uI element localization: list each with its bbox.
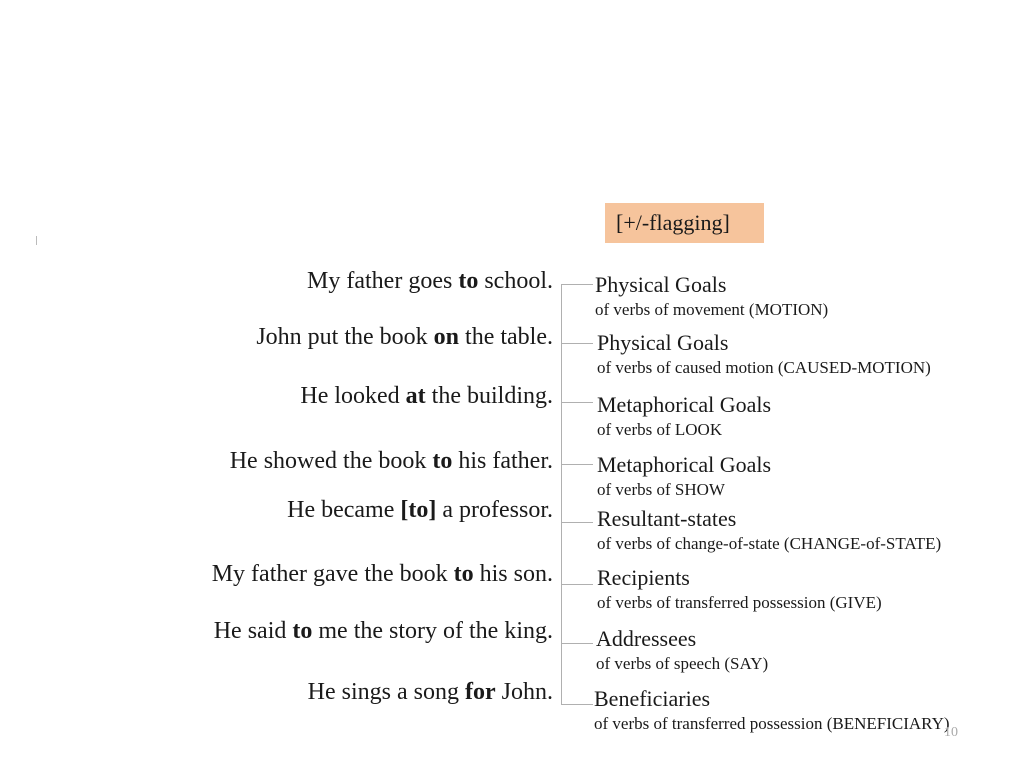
preposition: on <box>433 324 460 350</box>
category-show <box>597 453 771 500</box>
category-subtitle: of verbs of caused motion (CAUSED-MOTION) <box>597 358 931 377</box>
category-title: Recipients <box>597 565 690 590</box>
category-give <box>597 566 882 613</box>
connector-branch <box>561 522 593 523</box>
category-title: Resultant-states <box>597 506 737 531</box>
preposition: [to] <box>400 497 437 523</box>
category-subtitle: of verbs of change-of-state (CHANGE-of-STATE) <box>597 534 942 553</box>
category-title: Physical Goals <box>597 330 729 355</box>
preposition: to <box>453 561 474 587</box>
category-subtitle: of verbs of transferred possession (BENEFICIARY) <box>594 714 950 733</box>
category-subtitle: of verbs of movement (MOTION) <box>595 300 829 319</box>
category-motion <box>595 273 828 320</box>
preposition: to <box>432 448 453 474</box>
connector-branch <box>561 402 593 403</box>
category-title: Metaphorical Goals <box>597 452 772 477</box>
connector-branch <box>561 343 593 344</box>
sentence-show: He showed the book to his father. <box>229 448 553 474</box>
category-caused-motion <box>597 331 931 378</box>
connector-branch <box>561 643 593 644</box>
page-number: 10 <box>944 725 958 740</box>
sentence-give: My father gave the book to his son. <box>211 561 553 587</box>
category-title: Addressees <box>596 626 697 651</box>
flagging-label: [+/-flagging] <box>605 203 764 243</box>
category-title: Physical Goals <box>595 272 727 297</box>
category-subtitle: of verbs of SHOW <box>597 480 725 499</box>
connector-branch <box>561 464 593 465</box>
connector-branch <box>561 704 593 705</box>
sentence-caused-motion: John put the book on the table. <box>256 324 553 350</box>
category-subtitle: of verbs of transferred possession (GIVE) <box>597 593 882 612</box>
category-title: Metaphorical Goals <box>597 392 772 417</box>
sentence-look: He looked at the building. <box>300 383 553 409</box>
sentence-say: He said to me the story of the king. <box>213 618 553 644</box>
category-look <box>597 393 771 440</box>
connector-vertical-line <box>561 284 562 704</box>
category-say <box>596 627 768 674</box>
slide-tick-mark <box>36 236 37 245</box>
category-beneficiary <box>594 687 950 734</box>
preposition: to <box>292 618 313 644</box>
category-subtitle: of verbs of speech (SAY) <box>596 654 769 673</box>
category-change-of-state <box>597 507 941 554</box>
category-subtitle: of verbs of LOOK <box>597 420 723 439</box>
sentence-beneficiary: He sings a song for John. <box>307 679 553 705</box>
sentence-motion: My father goes to school. <box>307 268 553 294</box>
connector-branch <box>561 284 593 285</box>
preposition: for <box>465 679 496 705</box>
sentence-change-of-state: He became [to] a professor. <box>287 497 553 523</box>
category-title: Beneficiaries <box>594 686 711 711</box>
connector-branch <box>561 584 593 585</box>
preposition: to <box>458 268 479 294</box>
preposition: at <box>405 383 426 409</box>
